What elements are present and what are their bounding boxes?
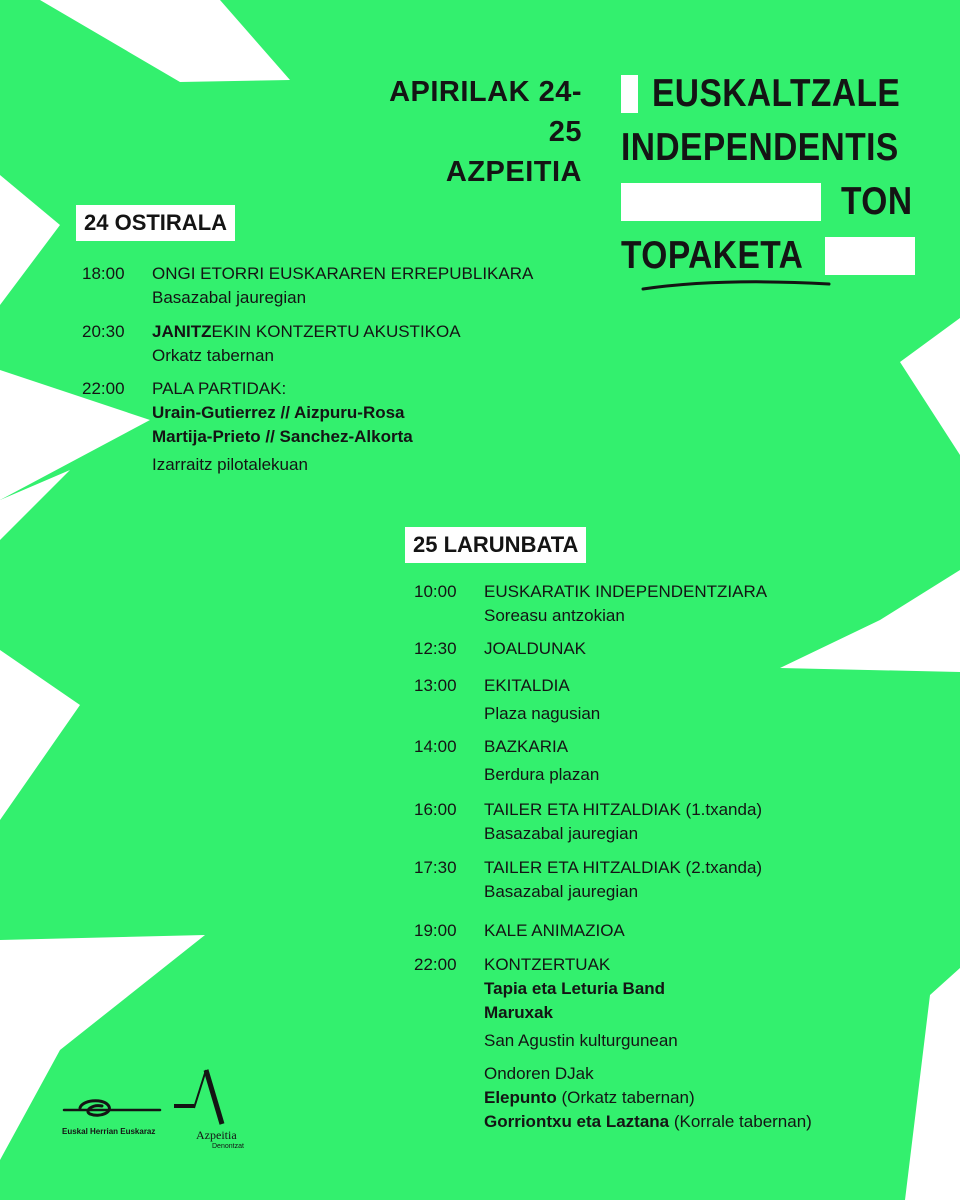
- event-location: Orkatz tabernan: [152, 346, 274, 365]
- event-location: Berdura plazan: [484, 765, 600, 784]
- event-title: EUSKARATIK INDEPENDENTZIARA: [484, 582, 768, 601]
- azpeitia-logo-tagline: Denontzat: [212, 1143, 244, 1150]
- dj-location: (Orkatz tabernan): [561, 1088, 695, 1107]
- event-time: 13:00: [414, 676, 457, 695]
- event-location: Soreasu antzokian: [484, 606, 625, 625]
- event-time: 22:00: [414, 955, 457, 974]
- event-time: 19:00: [414, 921, 457, 940]
- title-word-2: INDEPENDENTIS: [621, 126, 899, 169]
- event-time: 18:00: [82, 264, 125, 283]
- event-title: [152, 320, 461, 344]
- azpeitia-logo-name: Azpeitia: [196, 1128, 237, 1142]
- dj-line: [484, 1086, 812, 1110]
- band-name: Maruxak: [484, 1003, 553, 1022]
- event-location: San Agustin kulturgunean: [484, 1031, 678, 1050]
- ehe-logo: [62, 1096, 162, 1136]
- title-word-1: EUSKALTZALE: [652, 72, 901, 115]
- title-word-4: TOPAKETA: [621, 234, 804, 277]
- dj-name: Elepunto: [484, 1088, 557, 1107]
- event-title: KALE ANIMAZIOA: [484, 921, 625, 940]
- title-line-2: [621, 121, 941, 175]
- event-time: 16:00: [414, 800, 457, 819]
- event-title: PALA PARTIDAK:: [152, 379, 287, 398]
- title-word-3: TON: [841, 180, 913, 223]
- white-bar: [825, 237, 915, 275]
- match-line: Urain-Gutierrez // Aizpuru-Rosa: [152, 403, 405, 422]
- event-title: EKITALDIA: [484, 676, 570, 695]
- dj-location: (Korrale tabernan): [673, 1112, 812, 1131]
- event-time: 10:00: [414, 582, 457, 601]
- event-date: APIRILAK 24-25: [389, 76, 582, 148]
- event-title: BAZKARIA: [484, 737, 569, 756]
- underline-swoosh-icon: [639, 277, 834, 293]
- event-time: 17:30: [414, 858, 457, 877]
- event-location: Plaza nagusian: [484, 704, 601, 723]
- event-time: 22:00: [82, 379, 125, 398]
- after-party-label: Ondoren DJak: [484, 1064, 594, 1083]
- ehe-logo-icon: [62, 1096, 162, 1122]
- event-date-block: [362, 72, 582, 192]
- white-bar: [621, 183, 821, 221]
- event-title: JOALDUNAK: [484, 639, 587, 658]
- event-location: Basazabal jauregian: [484, 824, 639, 843]
- ehe-logo-text: Euskal Herrian Euskaraz: [62, 1127, 156, 1136]
- event-title-block: [621, 67, 941, 283]
- event-title-bold: JANITZ: [152, 322, 212, 341]
- event-location: Basazabal jauregian: [152, 288, 307, 307]
- event-time: 14:00: [414, 737, 457, 756]
- azpeitia-logo: [172, 1066, 282, 1150]
- day-label-saturday: 25 LARUNBATA: [405, 527, 586, 563]
- event-title: TAILER ETA HITZALDIAK (1.txanda): [484, 800, 763, 819]
- title-line-1: [621, 67, 941, 121]
- event-location: Basazabal jauregian: [484, 882, 639, 901]
- event-time: 20:30: [82, 322, 125, 341]
- band-name: Tapia eta Leturia Band: [484, 979, 666, 998]
- dj-line: [484, 1110, 812, 1134]
- event-title: TAILER ETA HITZALDIAK (2.txanda): [484, 858, 763, 877]
- event-title-rest: EKIN KONTZERTU AKUSTIKOA: [211, 322, 461, 341]
- day-label-friday: 24 OSTIRALA: [76, 205, 235, 241]
- event-title: ONGI ETORRI EUSKARAREN ERREPUBLIKARA: [152, 264, 534, 283]
- white-bar: [621, 75, 638, 113]
- event-time: 12:30: [414, 639, 457, 658]
- azpeitia-a-icon: [172, 1066, 232, 1130]
- event-location: Izarraitz pilotalekuan: [152, 455, 308, 474]
- event-title: KONTZERTUAK: [484, 955, 611, 974]
- title-line-4: [621, 229, 941, 283]
- title-line-3: [621, 175, 941, 229]
- event-place: AZPEITIA: [445, 156, 582, 188]
- dj-name: Gorriontxu eta Laztana: [484, 1112, 670, 1131]
- match-line: Martija-Prieto // Sanchez-Alkorta: [152, 427, 413, 446]
